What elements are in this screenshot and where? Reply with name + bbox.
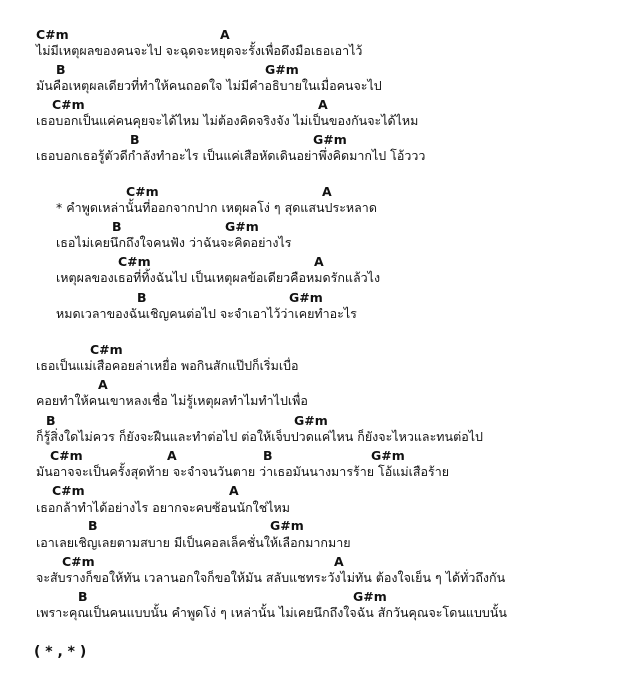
lyric-line xyxy=(0,358,620,376)
lyric-line xyxy=(0,500,620,518)
lyric-line xyxy=(0,605,620,623)
lyric-line xyxy=(0,200,620,218)
chord: C#m xyxy=(62,554,95,569)
chord: B xyxy=(56,62,66,77)
chord: C#m xyxy=(36,27,69,42)
lyric-text: เธอบอกเธอรู้ตัวดีกำลังทำอะไร เป็นแค่เสือหัดเดินอย่าพึ่งคิดมากไป โอ้ววว xyxy=(36,148,426,163)
lyric-line xyxy=(0,113,620,131)
lyric-line xyxy=(0,78,620,96)
lyric-text: ก็รู้สิ่งใดไม่ควร ก็ยังจะฝืนและทำต่อไป ต่อให้เจ็บปวดแค่ไหน ก็ยังจะไหวและทนต่อไป xyxy=(36,429,483,444)
chord: A xyxy=(322,184,332,199)
lyric-line xyxy=(0,464,620,482)
lyric-text: เธอกล้าทำได้อย่างไร อยากจะคบซ้อนนักใช่ไหม xyxy=(36,500,291,515)
lyric-text: เธอเป็นแม่เสือคอยล่าเหยื่อ พอกินสักแป๊ปก็เริ่มเบื่อ xyxy=(36,358,299,373)
chord: G#m xyxy=(225,219,259,234)
chord: A xyxy=(314,254,324,269)
chord: A xyxy=(334,554,344,569)
lyric-line xyxy=(0,148,620,166)
chord: A xyxy=(220,27,230,42)
chord: C#m xyxy=(50,448,83,463)
lyric-line xyxy=(0,270,620,288)
chord: G#m xyxy=(289,290,323,305)
lyric-text: เอาเลยเชิญเลยตามสบาย มีเป็นคอลเล็คชั่นให้เลือกมากมาย xyxy=(36,535,351,550)
chord: B xyxy=(263,448,273,463)
chord: A xyxy=(98,377,108,392)
lyric-text: มันอาจจะเป็นครั้งสุดท้าย จะจำจนวันตาย ว่าเธอมันนางมารร้าย โอ้แม่เสือร้าย xyxy=(36,464,450,479)
lyric-line xyxy=(0,43,620,61)
chord: G#m xyxy=(353,589,387,604)
lyric-line xyxy=(0,235,620,253)
chord: G#m xyxy=(313,132,347,147)
lyric-text: ไม่มีเหตุผลของคนจะไป จะฉุดจะหยุดจะรั้งเพื่อดึงมือเธอเอาไว้ xyxy=(36,43,363,58)
lyric-line xyxy=(0,393,620,411)
lyric-text: เธอบอกเป็นแค่คนคุยจะได้ไหม ไม่ต้องคิดจริงจัง ไม่เป็นของกันจะได้ไหม xyxy=(36,113,419,128)
chord: A xyxy=(318,97,328,112)
chord: C#m xyxy=(52,97,85,112)
lyric-text: * คำพูดเหล่านั้นที่ออกจากปาก เหตุผลโง่ ๆ สุดแสนประหลาด xyxy=(56,200,377,215)
lyric-line xyxy=(0,429,620,447)
chord: B xyxy=(130,132,140,147)
lyric-text: เธอไม่เคยนึกถึงใจคนฟัง ว่าฉันจะคิดอย่างไร xyxy=(56,235,292,250)
chord: B xyxy=(88,518,98,533)
chord: C#m xyxy=(90,342,123,357)
lyric-text: คอยทำให้คนเขาหลงเชื่อ ไม่รู้เหตุผลทำไมทำไปเพื่อ xyxy=(36,393,308,408)
lyric-text: เหตุผลของเธอที่ทิ้งฉันไป เป็นเหตุผลข้อเดียวคือหมดรักแล้วไง xyxy=(56,270,381,285)
lyric-text: จะสับรางก็ขอให้ทัน เวลานอกใจก็ขอให้มัน สลับแชทระวังไม่ทัน ต้องใจเย็น ๆ ได้ทั่วถึงกัน xyxy=(36,570,506,585)
lyric-text: หมดเวลาของฉันเชิญคนต่อไป จะจำเอาไว้ว่าเคยทำอะไร xyxy=(56,306,357,321)
chord-line xyxy=(0,483,620,501)
chord: B xyxy=(46,413,56,428)
chord: C#m xyxy=(52,483,85,498)
repeat-instruction: ( * , * ) xyxy=(34,644,87,660)
chord: B xyxy=(78,589,88,604)
lyric-line xyxy=(0,535,620,553)
chord: C#m xyxy=(118,254,151,269)
chord: B xyxy=(137,290,147,305)
chord: C#m xyxy=(126,184,159,199)
chord-line xyxy=(0,518,620,536)
chord: A xyxy=(167,448,177,463)
chord: A xyxy=(229,483,239,498)
lyric-line xyxy=(0,570,620,588)
lyric-line xyxy=(0,306,620,324)
chord: G#m xyxy=(265,62,299,77)
chord: G#m xyxy=(270,518,304,533)
chord: B xyxy=(112,219,122,234)
chord: G#m xyxy=(371,448,405,463)
lyric-text: มันคือเหตุผลเดียวที่ทำให้คนถอดใจ ไม่มีคำอธิบายในเมื่อคนจะไป xyxy=(36,78,382,93)
chord: G#m xyxy=(294,413,328,428)
lyric-text: เพราะคุณเป็นคนแบบนั้น คำพูดโง่ ๆ เหล่านั้น ไม่เคยนึกถึงใจฉัน สักวันคุณจะโดนแบบนั้น xyxy=(36,605,507,620)
